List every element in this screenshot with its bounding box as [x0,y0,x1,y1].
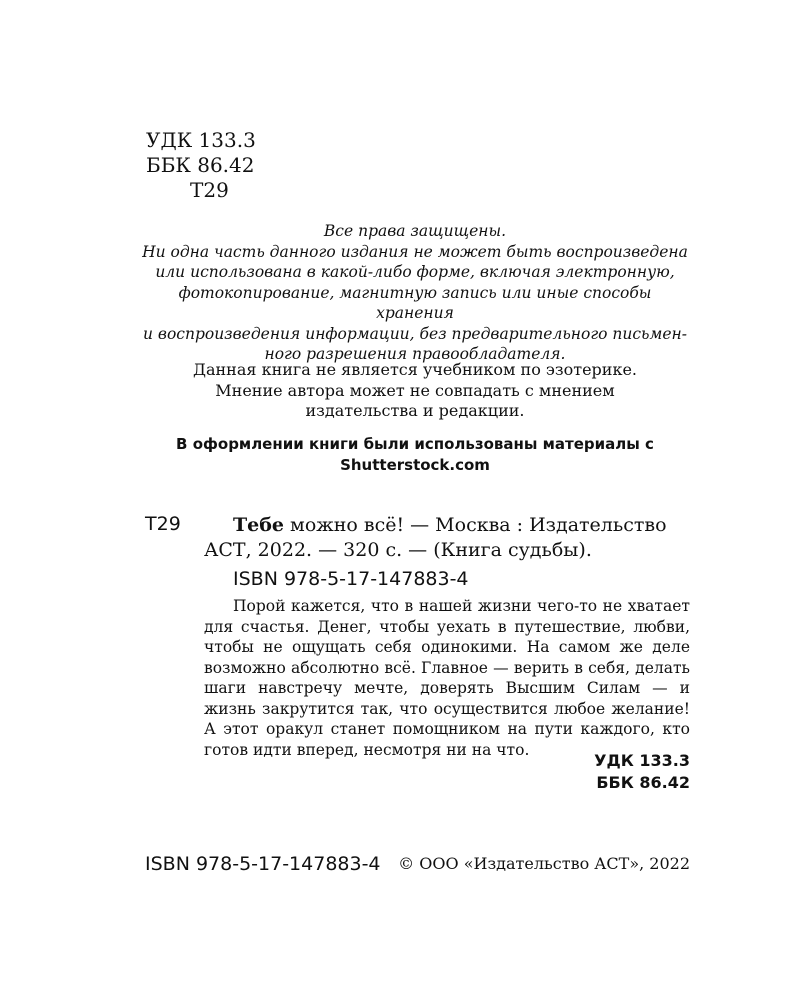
card-bbk: ББК 86.42 [596,773,690,792]
book-title: Тебе [233,514,284,536]
bibliographic-description [204,513,690,563]
card-author-mark: Т29 [145,513,181,535]
footer-isbn: ISBN 978-5-17-147883-4 [145,853,381,875]
disclaimer-line: Мнение автора может не совпадать с мнением [215,380,615,400]
materials-notice [140,434,690,476]
disclaimer-line: издательства и редакции. [305,401,525,420]
card-udk: УДК 133.3 [594,751,690,770]
rights-notice [140,221,690,365]
rights-line: фотокопирование, магнитную запись или иные способы хранения [178,283,652,322]
copyright: © ООО «Издательство АСТ», 2022 [398,854,690,873]
materials-line: В оформлении книги были использованы материалы с [176,435,654,453]
materials-source: Shutterstock.com [340,456,490,474]
biblio-line2: АСТ, 2022. — 320 с. — (Книга судьбы). [204,539,592,561]
rights-line: Ни одна часть данного издания не может быть воспроизведена [142,242,688,261]
disclaimer-line: Данная книга не является учебником по эзотерике. [192,360,638,379]
classification-block [146,128,256,203]
rights-line: и воспроизведения информации, без предварительного письмен- [143,324,687,343]
rights-line: Все права защищены. [323,222,507,240]
card-isbn: ISBN 978-5-17-147883-4 [233,568,469,590]
bbk-code: ББК 86.42 [146,153,255,177]
card-codes [594,750,690,794]
disclaimer [140,360,690,422]
udk-code: УДК 133.3 [146,128,256,152]
author-mark: Т29 [190,178,229,202]
annotation: Порой кажется, что в нашей жизни чего-то не хватает для счастья. Денег, чтобы уехать в путешествие, любви, чтобы не ощущать себя одинокими. На самом же деле возможно абсолютно всё. Главное — верить в себя, делать шаги навстречу мечте, доверять Высшим Силам — и жизнь закрутится так, что осуществится любое желание! А этот оракул станет помощником на пути каждого, кто готов идти вперед, несмотря ни на что. [204,597,690,759]
rights-line: или использована в какой-либо форме, включая электронную, [155,263,675,281]
biblio-line1: можно всё! — Москва : Издательство [284,514,667,536]
rights-line: ного разрешения правообладателя. [264,345,566,363]
